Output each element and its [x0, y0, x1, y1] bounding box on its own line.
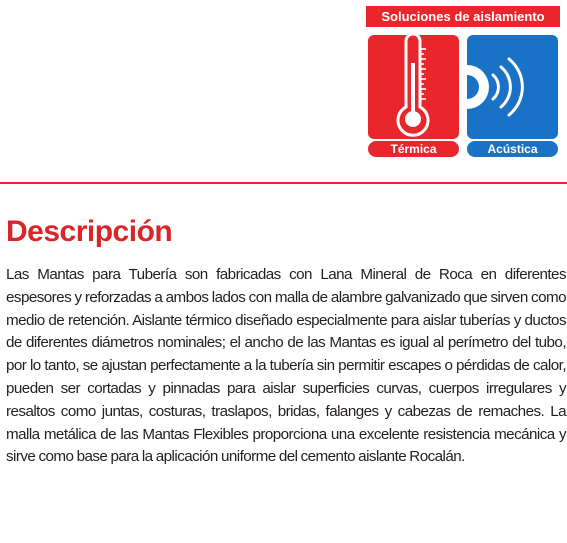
description-paragraph: Las Mantas para Tubería son fabricadas con Lana Mineral de Roca en diferentes espesores y reforzadas a ambos lados con malla de alambre galvanizado que sirven como medio de retención. Aislante térmico diseñado especialmente para aislar tuberías y ductos de diferentes diámetros nominales; el ancho de las Mantas es igual al perímetro del tubo, por lo tanto, se ajustan perfectamente a la tubería sin permitir escapes o pérdidas de calor, pueden ser cortadas y pinnadas para aislar superficies curvas, cuerpos irregulares y resaltos como juntas, costuras, traslapos, bridas, falanges y cabezas de remaches. La malla metálica de las Mantas Flexibles proporciona una excelente resistencia mecánica y sirve como base para la aplicación uniforme del cemento aislante Rocalán.: [6, 266, 566, 466]
sound-waves-icon: [467, 35, 558, 139]
section-divider: [0, 182, 567, 184]
insulation-solutions-badge: [366, 6, 560, 158]
thermal-label: Térmica: [368, 141, 459, 157]
thermal-tile: [368, 35, 459, 139]
section-heading: Descripción: [6, 215, 173, 248]
acoustic-tile: [467, 35, 558, 139]
acoustic-label: Acústica: [467, 141, 558, 157]
badge-title: Soluciones de aislamiento: [366, 6, 560, 27]
thermometer-icon: [368, 35, 459, 139]
